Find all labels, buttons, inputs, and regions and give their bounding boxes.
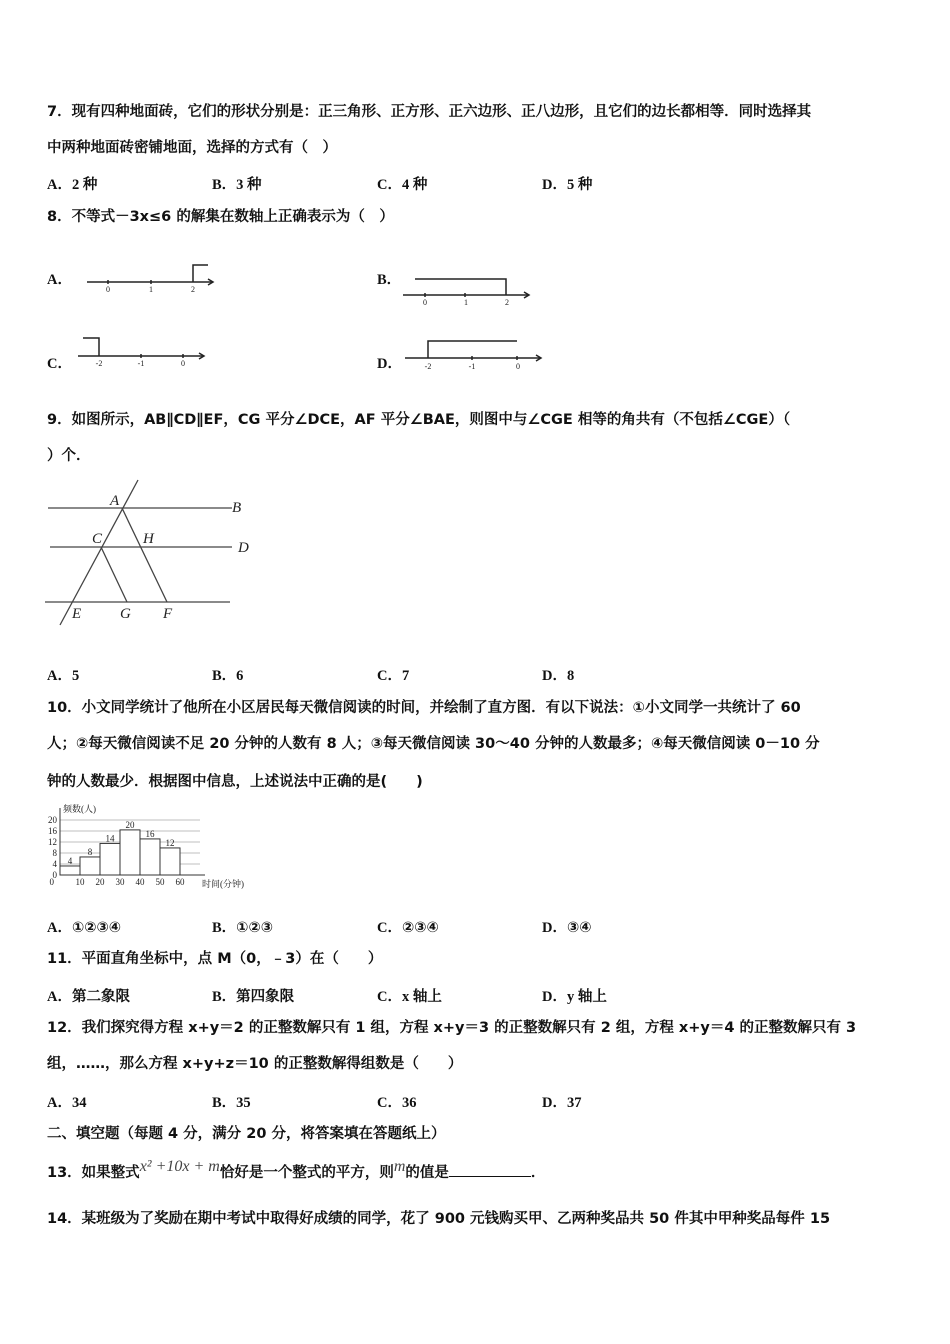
svg-text:F: F (163, 606, 173, 622)
q7-line2: 中两种地面砖密铺地面，选择的方式有（ ） (47, 140, 337, 156)
histogram-bar (60, 866, 80, 875)
svg-text:-1: -1 (468, 362, 476, 371)
q7-option-c: C．4 种 (377, 177, 428, 193)
x-tick-label: 40 (135, 877, 145, 887)
q10-line3: 钟的人数最少．根据图中信息，上述说法中正确的是( ) (47, 774, 423, 790)
number-lines (0, 0, 950, 400)
number-line-c (78, 338, 204, 368)
q13-line (47, 1160, 545, 1183)
svg-text:1: 1 (464, 298, 468, 307)
bar-value-label: 20 (125, 819, 135, 830)
svg-text:0: 0 (423, 298, 427, 307)
svg-text:H: H (143, 531, 154, 547)
svg-text:-2: -2 (424, 362, 432, 371)
answer-blank[interactable] (449, 1160, 531, 1177)
y-tick-label: 4 (52, 859, 57, 869)
y-tick-label: 20 (48, 815, 57, 825)
x-tick-label: 60 (175, 877, 185, 887)
q13-suffix: 的值是 (405, 1165, 449, 1181)
q12-option-a: A．34 (47, 1095, 87, 1111)
q13-formula: x² +10x + m (139, 1158, 220, 1175)
bar-value-label: 14 (105, 833, 115, 844)
q11-option-a: A．第二象限 (47, 989, 130, 1005)
histogram-bar (120, 830, 140, 875)
svg-text:0: 0 (181, 359, 185, 368)
x-tick-label: 20 (95, 877, 105, 887)
q8-line1: 8．不等式－3x≤6 的解集在数轴上正确表示为（ ） (47, 209, 394, 225)
y-tick-label: 16 (48, 826, 57, 836)
q9-line2: ）个． (47, 448, 91, 464)
bar-value-label: 12 (165, 837, 175, 848)
x-tick-label: 10 (75, 877, 85, 887)
svg-text:2: 2 (191, 285, 195, 294)
q8-option-c: C． (47, 356, 72, 372)
x-tick-label: 0 (49, 877, 54, 887)
bar-value-label: 8 (87, 846, 93, 857)
q12-option-d: D．37 (542, 1095, 582, 1111)
q8-option-a: A． (47, 272, 72, 288)
svg-text:0: 0 (516, 362, 520, 371)
y-tick-label: 12 (48, 837, 57, 847)
svg-text:B: B (232, 500, 242, 516)
q11-option-c: C．x 轴上 (377, 989, 442, 1005)
histogram-bar (160, 848, 180, 875)
x-axis-label: 时间(分钟) (202, 879, 244, 889)
histogram (40, 800, 260, 895)
svg-text:1: 1 (149, 285, 153, 294)
q10-line1: 10．小文同学统计了他所在小区居民每天微信阅读的时间，并绘制了直方图．有以下说法：①小文同学一共统计了 60 (47, 700, 801, 716)
q10-option-d: D．③④ (542, 920, 592, 936)
svg-text:C: C (92, 531, 103, 547)
q10-line2: 人；②每天微信阅读不足 20 分钟的人数有 8 人；③每天微信阅读 30～40 分钟的人数最多；④每天微信阅读 0－10 分 (47, 736, 820, 752)
q12-option-b: B．35 (212, 1095, 251, 1111)
number-line-d (405, 341, 541, 371)
q12-option-c: C．36 (377, 1095, 417, 1111)
y-tick-label: 8 (52, 848, 57, 858)
bar-value-label: 4 (67, 855, 73, 866)
svg-text:E: E (72, 606, 82, 622)
q11-line1: 11．平面直角坐标中，点 M（0，﹣3）在（ ） (47, 951, 383, 967)
q9-option-a: A．5 (47, 668, 80, 684)
q13-middle: 恰好是一个整式的平方，则 (219, 1165, 394, 1181)
histogram-bar (100, 843, 120, 875)
q12-line1: 12．我们探究得方程 x+y＝2 的正整数解只有 1 组，方程 x+y＝3 的正整数解只有 2 组，方程 x+y＝4 的正整数解只有 3 (47, 1020, 857, 1036)
q10-option-a: A．①②③④ (47, 920, 122, 936)
q9-option-d: D．8 (542, 668, 575, 684)
q13-end: ． (530, 1165, 546, 1181)
q12-line2: 组，……，那么方程 x+y+z＝10 的正整数解得组数是（ ） (47, 1056, 463, 1072)
histogram-bar (80, 857, 100, 875)
x-tick-label: 30 (115, 877, 125, 887)
q11-option-d: D．y 轴上 (542, 989, 607, 1005)
svg-text:D: D (238, 540, 249, 556)
svg-text:G: G (120, 606, 131, 622)
q7-option-b: B．3 种 (212, 177, 262, 193)
y-tick-label: 0 (52, 870, 57, 880)
q7-option-d: D．5 种 (542, 177, 593, 193)
svg-text:2: 2 (505, 298, 509, 307)
q9-option-b: B．6 (212, 668, 244, 684)
q10-option-b: B．①②③ (212, 920, 274, 936)
number-line-b (403, 279, 529, 307)
q9-option-c: C．7 (377, 668, 410, 684)
section-heading: 二、填空题（每题 4 分，满分 20 分，将答案填在答题纸上） (47, 1126, 446, 1142)
q11-option-b: B．第四象限 (212, 989, 295, 1005)
histogram-bar (140, 839, 160, 875)
q8-option-d: D． (377, 356, 402, 372)
x-tick-label: 50 (155, 877, 165, 887)
y-axis-label: 频数(人) (63, 804, 96, 814)
svg-text:A: A (110, 493, 120, 509)
svg-text:0: 0 (106, 285, 110, 294)
parallel-lines-figure (0, 470, 300, 640)
number-line-a (87, 265, 213, 294)
q7-option-a: A．2 种 (47, 177, 98, 193)
bar-value-label: 16 (145, 828, 155, 839)
q7-line1: 7．现有四种地面砖，它们的形状分别是：正三角形、正方形、正六边形、正八边形，且它们的边长都相等．同时选择其 (47, 104, 812, 120)
q9-line1: 9．如图所示，AB∥CD∥EF，CG 平分∠DCE，AF 平分∠BAE，则图中与∠CGE 相等的角共有（不包括∠CGE）（ (47, 412, 791, 428)
q13-variable: m (393, 1158, 406, 1175)
q14-line1: 14．某班级为了奖励在期中考试中取得好成绩的同学，花了 900 元钱购买甲、乙两种奖品共 50 件其中甲种奖品每件 15 (47, 1211, 831, 1227)
q10-option-c: C．②③④ (377, 920, 439, 936)
q8-option-b: B． (377, 272, 402, 288)
q13-prefix: 13．如果整式 (47, 1165, 140, 1181)
svg-text:-1: -1 (137, 359, 145, 368)
svg-text:-2: -2 (95, 359, 103, 368)
